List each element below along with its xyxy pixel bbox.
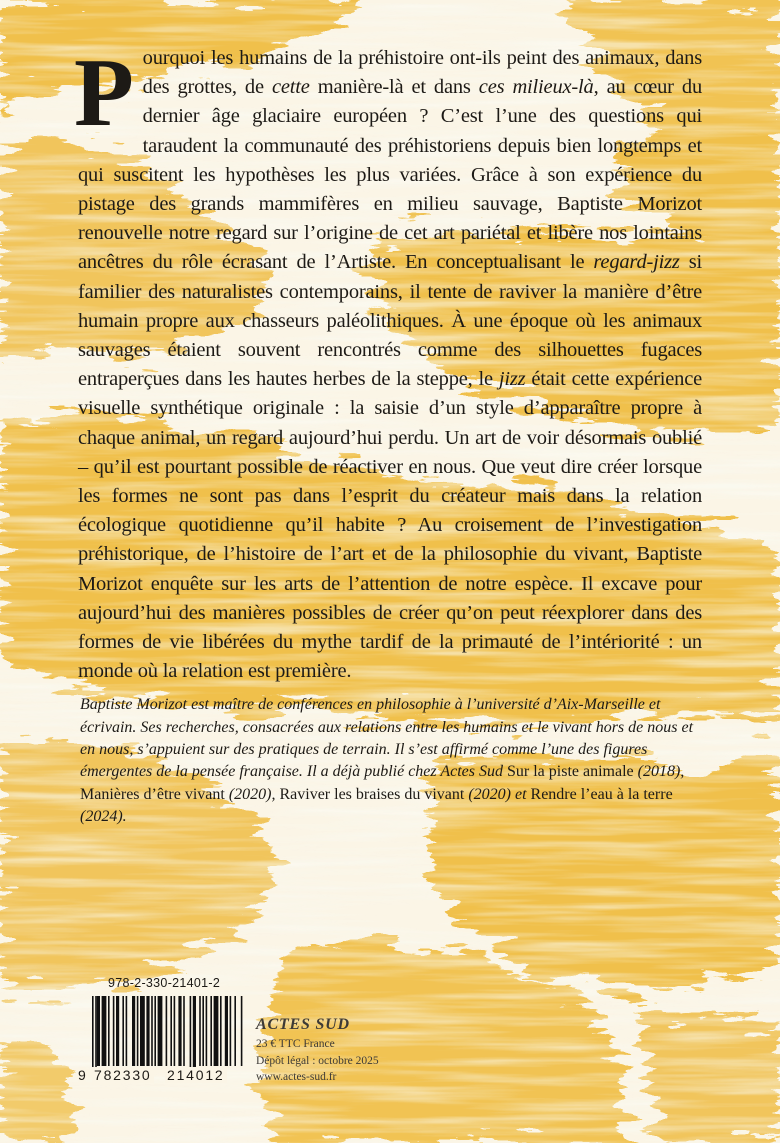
- barcode-bar: [113, 996, 115, 1066]
- drop-cap: P: [74, 39, 134, 147]
- barcode-digits-left: 782330: [94, 1067, 152, 1083]
- barcode-bar: [230, 996, 232, 1066]
- barcode-bar: [108, 996, 110, 1066]
- bio-text-run: et: [514, 785, 531, 803]
- blurb-text-run: cette: [271, 76, 310, 99]
- barcode-digit-first: 9: [78, 1067, 86, 1083]
- barcode-bar: [170, 996, 172, 1066]
- barcode-bar: [97, 996, 100, 1066]
- barcode-bar: [102, 996, 107, 1066]
- barcode-bar: [220, 996, 222, 1066]
- isbn-number: 978-2-330-21401-2: [108, 976, 221, 990]
- barcode-bar: [225, 996, 228, 1066]
- blurb-text-run: si familier des naturalistes contemporains, il tente de raviver la manière d’être humain propre aux chasseurs paléolithiques. À une époque où les animaux sauvages étaient souvent rencontrés comme des silhouettes fugaces entraperçues dans les hautes herbes de la steppe, le: [78, 251, 702, 391]
- barcode-bar: [214, 996, 219, 1066]
- barcode-bar: [206, 996, 208, 1066]
- bio-text-run: Baptiste Morizot est maître de conférences en philosophie à l’université d’Aix-Marseille et écrivain. Ses recherches, consacrées aux relations entre les humains et le vivant hors de nous et en nous, s’appuient sur des pratiques de terrain. Il s’est affirmé comme l’une des figures émergentes de la pensée française. Il a déjà publié chez Actes Sud: [80, 696, 694, 781]
- barcode-bar: [210, 996, 212, 1066]
- barcode-bar: [166, 996, 168, 1066]
- barcode-bar: [137, 996, 139, 1066]
- barcode-bar: [241, 996, 243, 1066]
- blurb-text-run: jizz: [498, 368, 526, 391]
- barcode-bar: [132, 996, 135, 1066]
- website: www.actes-sud.fr: [256, 1071, 337, 1083]
- barcode-bar: [122, 996, 124, 1066]
- blurb-text-run: , au cœur du dernier âge glaciaire européen ? C’est l’une des questions qui taraudent la communauté des préhistoriens depuis bien longtemps et qui suscitent les hypothèses les plus variées. Grâce à son expérience du pistage des grands mammifères en milieu sauvage, Baptiste Morizot renouvelle notre regard sur l’origine de cet art pariétal et libère nos lointains ancêtres du rôle écrasant de l’Artiste. En conceptualisant le: [78, 76, 702, 274]
- barcode-bar: [140, 996, 145, 1066]
- bio-text-run: (2024).: [80, 807, 127, 825]
- bio-text-run: (2018),: [633, 763, 685, 781]
- blurb-text-run: regard-jizz: [593, 251, 680, 274]
- bio-text-run: (2020): [464, 785, 515, 803]
- blurb-paragraph: [74, 39, 702, 686]
- price: 23 € TTC France: [256, 1038, 335, 1050]
- barcode-bar: [202, 996, 204, 1066]
- blurb-text-run: manière-là et dans: [309, 76, 479, 99]
- barcode-bar: [174, 996, 176, 1066]
- author-bio: [80, 694, 702, 828]
- barcode-digits-right: 214012: [167, 1067, 225, 1083]
- barcode-bar: [151, 996, 153, 1066]
- bio-text-run: Manières d’être vivant: [80, 785, 225, 803]
- blurb-text-run: ces milieux-là: [478, 76, 594, 99]
- barcode-bar: [154, 996, 156, 1066]
- barcode-bar: [146, 996, 149, 1066]
- barcode-bar: [116, 996, 119, 1066]
- bio-text-run: Rendre l’eau à la terre: [530, 785, 673, 803]
- barcode-bar: [178, 996, 181, 1066]
- barcode-digits: [78, 1064, 244, 1086]
- back-cover-text: [74, 39, 702, 828]
- barcode-bar: [126, 996, 128, 1066]
- blurb-text-run: ourquoi les humains de la préhistoire ont-ils peint des animaux, dans des grottes, de: [142, 47, 702, 99]
- blurb-text-run: était cette expérience visuelle synthétique originale : la saisie d’un style d’apparaître propre à chaque animal, un regard aujourd’hui perdu. Un art de voir désormais oublié – qu’il est pourtant possible de réactiver en nous. Que veut dire créer lorsque les formes ne sont pas dans l’esprit du créateur mais dans la relation écologique quotidienne qu’il habite ? Au croisement de l’investigation préhistorique, de l’histoire de l’art et de la philosophie du vivant, Baptiste Morizot enquête sur les arts de l’attention de notre espèce. Il excave pour aujourd’hui des manières possibles de créer qu’on peut réexplorer dans des formes de vie libérées du mythe tardif de la primauté de l’intériorité : un monde où la relation est première.: [78, 368, 702, 683]
- bio-text-run: Raviver les braises du vivant: [279, 785, 465, 803]
- bio-text-run: (2020),: [224, 785, 280, 803]
- barcode-bar: [199, 996, 201, 1066]
- barcode-bar: [158, 996, 163, 1066]
- bio-text-run: Sur la piste animale: [507, 763, 634, 781]
- publisher-block: [256, 1016, 379, 1086]
- barcode-bar: [234, 996, 236, 1066]
- legal-deposit: Dépôt légal : octobre 2025: [256, 1054, 379, 1067]
- barcode-bar: [183, 996, 185, 1066]
- publisher-name: ACTES SUD: [256, 1016, 350, 1033]
